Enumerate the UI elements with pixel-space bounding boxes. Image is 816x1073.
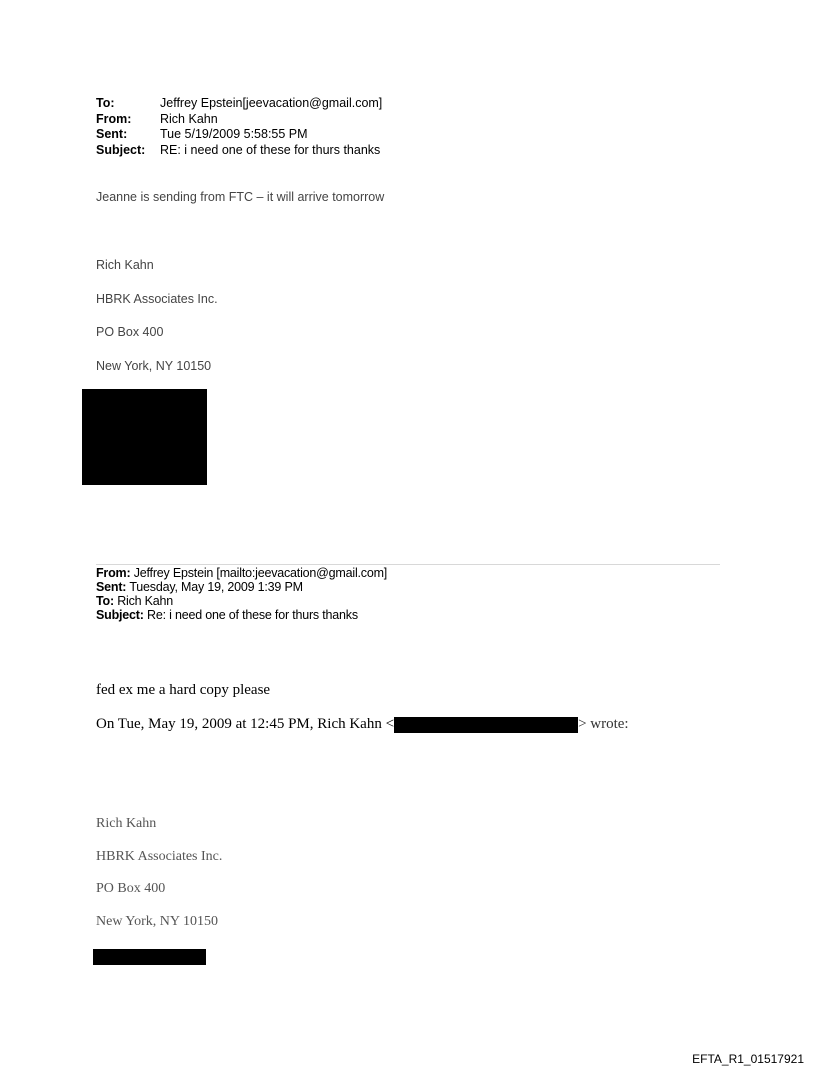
quoted-signature-city: New York, NY 10150 xyxy=(96,914,218,929)
from-label: From: xyxy=(96,111,132,126)
subject-label: Subject: xyxy=(96,142,146,157)
header-to-row xyxy=(96,96,382,112)
reply-subject-label: Subject: xyxy=(96,608,144,622)
signature-name: Rich Kahn xyxy=(96,258,154,272)
reply-from-row xyxy=(96,566,387,580)
signature-pobox: PO Box 400 xyxy=(96,325,164,339)
reply-header xyxy=(96,566,387,622)
quoted-signature-name: Rich Kahn xyxy=(96,816,157,831)
redacted-email xyxy=(394,717,578,733)
reply-subject-value: Re: i need one of these for thurs thanks xyxy=(147,608,358,622)
redaction-bar xyxy=(93,949,206,965)
email-header xyxy=(96,96,382,158)
reply-subject-row xyxy=(96,608,387,622)
reply-to-row xyxy=(96,594,387,608)
reply-message: fed ex me a hard copy please xyxy=(96,682,271,698)
reply-from-label: From: xyxy=(96,566,131,580)
quoted-signature-company: HBRK Associates Inc. xyxy=(96,849,223,864)
reply-sent-label: Sent: xyxy=(96,580,127,594)
reply-divider xyxy=(96,564,720,565)
reply-sent-value: Tuesday, May 19, 2009 1:39 PM xyxy=(129,580,303,594)
signature-company: HBRK Associates Inc. xyxy=(96,292,218,306)
reply-to-value: Rich Kahn xyxy=(117,594,174,608)
to-value: Jeffrey Epstein[jeevacation@gmail.com] xyxy=(160,96,383,110)
reply-sent-row xyxy=(96,580,387,594)
to-label: To: xyxy=(96,96,115,110)
bates-number: EFTA_R1_01517921 xyxy=(692,1052,804,1066)
reply-from-value: Jeffrey Epstein [mailto:jeevacation@gmail.com] xyxy=(133,566,388,580)
body-message: Jeanne is sending from FTC – it will arrive tomorrow xyxy=(96,190,385,204)
quote-line xyxy=(96,716,629,733)
sent-value: Tue 5/19/2009 5:58:55 PM xyxy=(160,127,308,141)
quote-prefix: On Tue, May 19, 2009 at 12:45 PM, Rich Kahn < xyxy=(96,716,395,732)
header-from-row xyxy=(96,112,382,128)
subject-value: RE: i need one of these for thurs thanks xyxy=(160,142,381,157)
sent-label: Sent: xyxy=(96,127,128,141)
signature-city: New York, NY 10150 xyxy=(96,359,212,373)
header-subject-row xyxy=(96,143,382,159)
redaction-block xyxy=(82,389,207,485)
quoted-signature-pobox: PO Box 400 xyxy=(96,881,166,896)
quote-suffix: > wrote: xyxy=(578,716,629,732)
header-sent-row xyxy=(96,127,382,143)
from-value: Rich Kahn xyxy=(160,111,218,126)
reply-to-label: To: xyxy=(96,594,114,608)
